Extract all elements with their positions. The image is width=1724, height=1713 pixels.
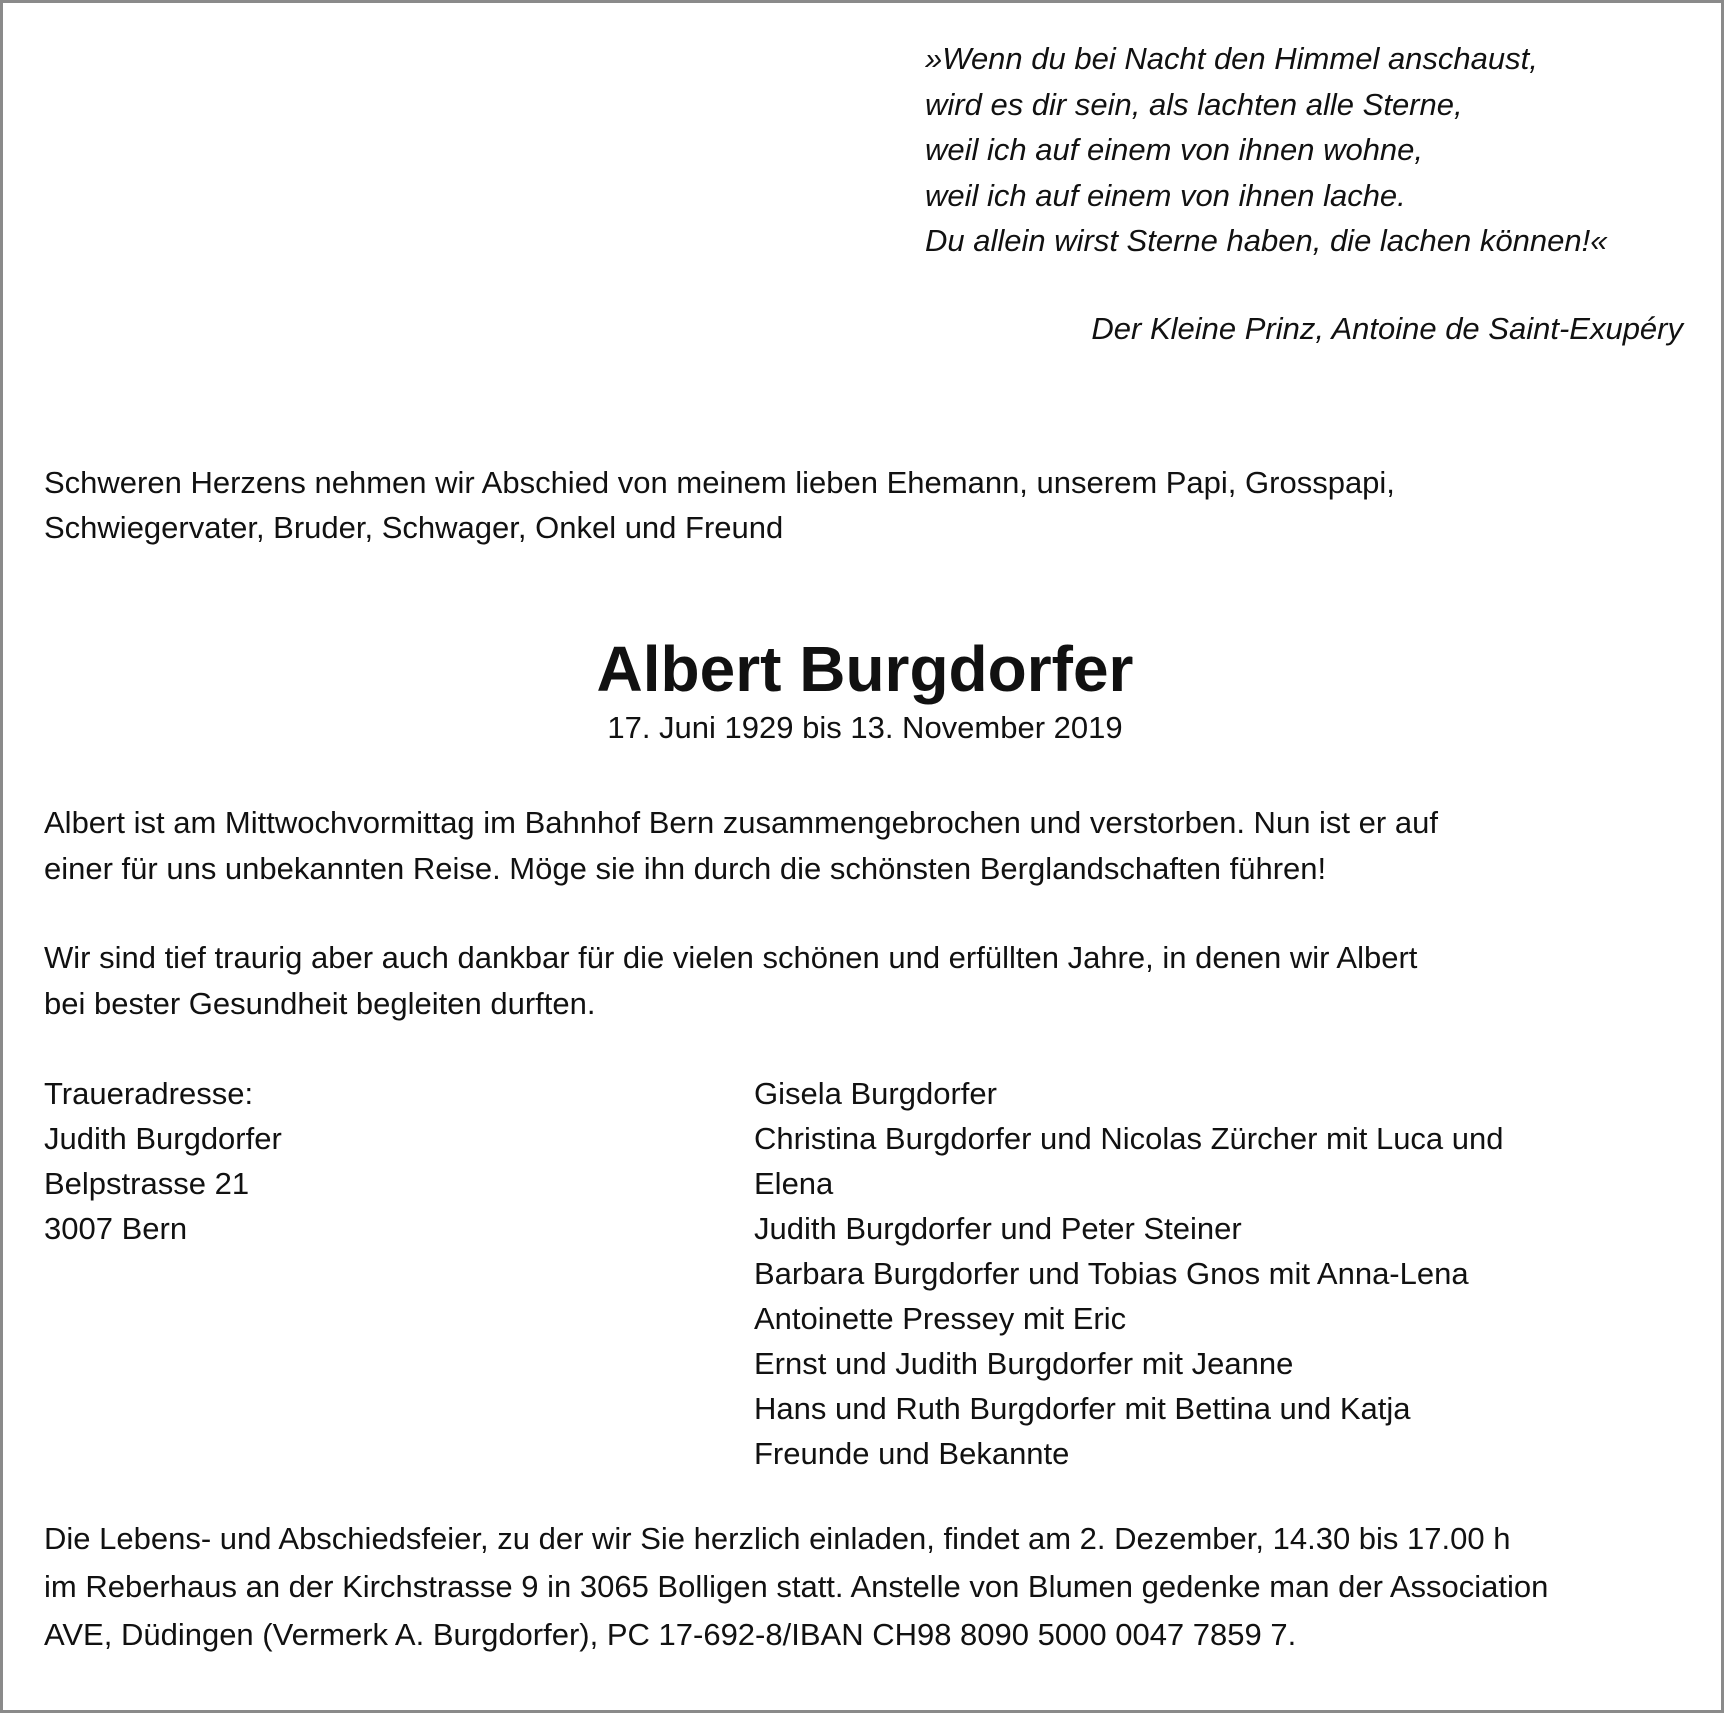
paragraph-line: bei bester Gesundheit begleiten durften. bbox=[44, 985, 596, 1021]
life-dates: 17. Juni 1929 bis 13. November 2019 bbox=[607, 710, 1123, 745]
intro-line: Schwiegervater, Bruder, Schwager, Onkel und Freund bbox=[44, 510, 784, 545]
quote-line: »Wenn du bei Nacht den Himmel anschaust, bbox=[925, 41, 1538, 76]
footer-line: Die Lebens- und Abschiedsfeier, zu der wir Sie herzlich einladen, findet am 2. Dezember, 14.30 bis 17.00 h bbox=[44, 1521, 1511, 1556]
address-label: Traueradresse: bbox=[44, 1076, 254, 1111]
address-line: Judith Burgdorfer bbox=[44, 1121, 282, 1156]
quote-line: weil ich auf einem von ihnen lache. bbox=[925, 177, 1406, 213]
mourning-address bbox=[44, 1071, 282, 1251]
mourner-line: Ernst und Judith Burgdorfer mit Jeanne bbox=[754, 1346, 1294, 1381]
paragraph-line: einer für uns unbekannten Reise. Möge sie ihn durch die schönsten Berglandschaften führen! bbox=[44, 850, 1327, 886]
mourners-list bbox=[754, 1071, 1504, 1476]
mourner-line: Hans und Ruth Burgdorfer mit Bettina und Katja bbox=[754, 1391, 1411, 1426]
intro-line: Schweren Herzens nehmen wir Abschied von meinem lieben Ehemann, unserem Papi, Grosspapi, bbox=[44, 465, 1395, 500]
quote-line: weil ich auf einem von ihnen wohne, bbox=[925, 132, 1424, 167]
quote-line: wird es dir sein, als lachten alle Sterne, bbox=[925, 86, 1463, 122]
footer-line: AVE, Düdingen (Vermerk A. Burgdorfer), PC 17-692-8/IBAN CH98 8090 5000 0047 7859 7. bbox=[44, 1617, 1297, 1652]
address-line: 3007 Bern bbox=[44, 1211, 188, 1246]
mourner-line: Judith Burgdorfer und Peter Steiner bbox=[754, 1211, 1242, 1246]
footer-line: im Reberhaus an der Kirchstrasse 9 in 3065 Bolligen statt. Anstelle von Blumen gedenke man der Association bbox=[44, 1569, 1549, 1604]
paragraph-gratitude bbox=[44, 935, 1417, 1026]
paragraph-line: Wir sind tief traurig aber auch dankbar für die vielen schönen und erfüllten Jahre, in denen wir Albert bbox=[44, 940, 1418, 975]
mourner-line: Elena bbox=[754, 1166, 834, 1201]
mourner-line: Barbara Burgdorfer und Tobias Gnos mit Anna-Lena bbox=[754, 1256, 1469, 1291]
paragraph-circumstances bbox=[44, 800, 1438, 891]
quote-block bbox=[925, 36, 1607, 264]
quote-attribution: Der Kleine Prinz, Antoine de Saint-Exupéry bbox=[1091, 311, 1683, 346]
deceased-name: Albert Burgdorfer bbox=[596, 633, 1134, 705]
paragraph-line: Albert ist am Mittwochvormittag im Bahnhof Bern zusammengebrochen und verstorben. Nun ist er auf bbox=[44, 805, 1438, 840]
mourner-line: Freunde und Bekannte bbox=[754, 1436, 1070, 1471]
mourner-line: Christina Burgdorfer und Nicolas Zürcher mit Luca und bbox=[754, 1121, 1504, 1156]
ceremony-information bbox=[44, 1515, 1548, 1659]
mourner-line: Antoinette Pressey mit Eric bbox=[754, 1301, 1127, 1336]
mourner-line: Gisela Burgdorfer bbox=[754, 1076, 997, 1111]
address-line: Belpstrasse 21 bbox=[44, 1166, 250, 1201]
intro-text bbox=[44, 460, 1395, 550]
quote-line: Du allein wirst Sterne haben, die lachen können!« bbox=[925, 223, 1608, 258]
